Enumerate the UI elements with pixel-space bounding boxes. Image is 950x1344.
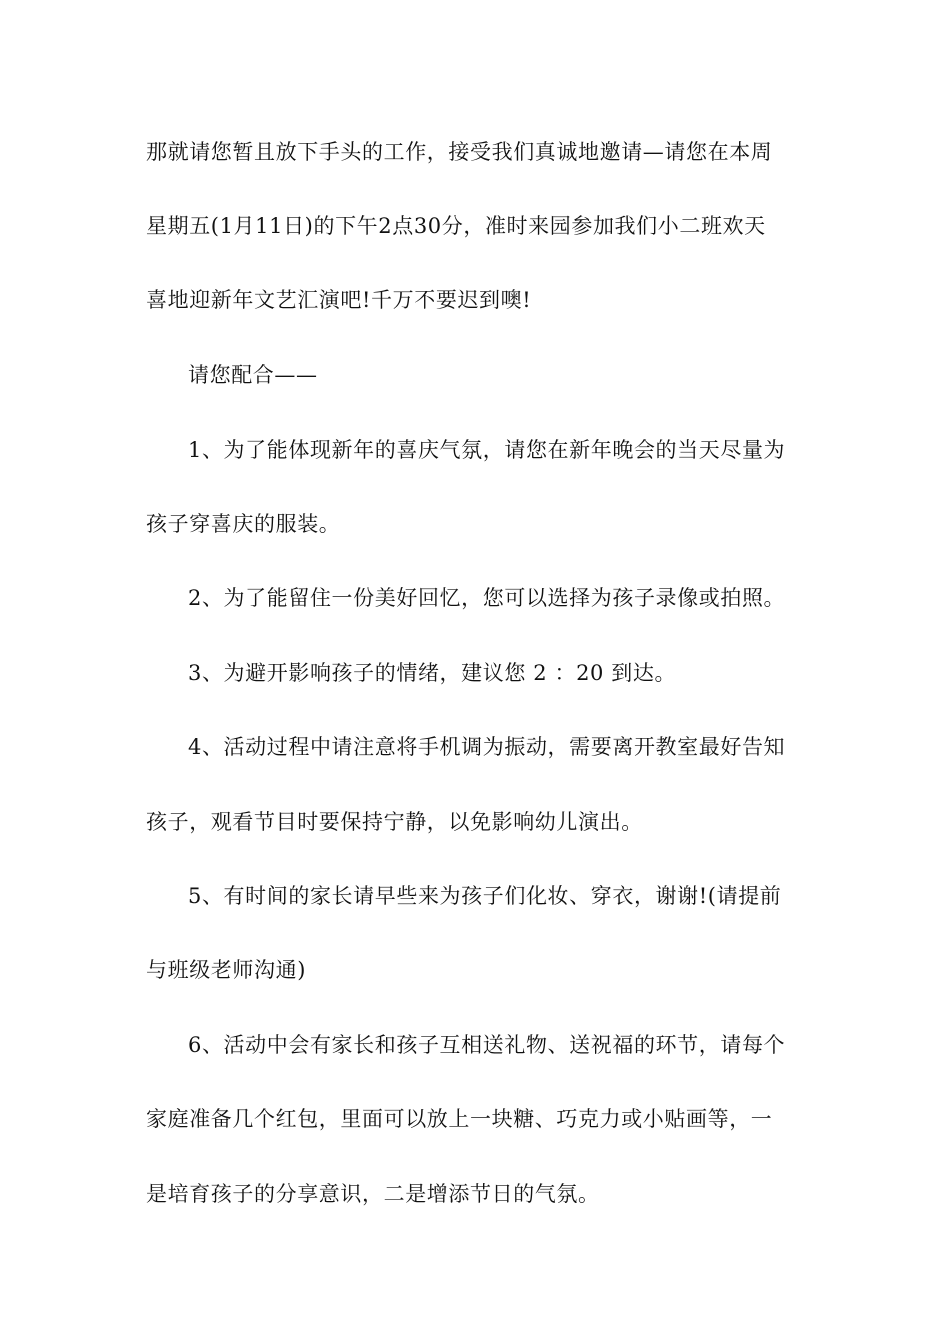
list-item-5-continued: 与班级老师沟通) xyxy=(146,958,306,982)
list-item-2: 2、为了能留住一份美好回忆，您可以选择为孩子录像或拍照。 xyxy=(188,586,786,610)
section-heading: 请您配合—— xyxy=(188,363,318,387)
list-item-5: 5、有时间的家长请早些来为孩子们化妆、穿衣，谢谢!(请提前 xyxy=(188,884,782,908)
list-item-4: 4、活动过程中请注意将手机调为振动，需要离开教室最好告知 xyxy=(188,735,786,759)
list-item-1-continued: 孩子穿喜庆的服装。 xyxy=(146,512,341,536)
paragraph-line: 喜地迎新年文艺汇演吧!千万不要迟到噢! xyxy=(146,288,532,312)
list-item-6-continued: 家庭准备几个红包，里面可以放上一块糖、巧克力或小贴画等，一 xyxy=(146,1107,773,1131)
paragraph-line: 那就请您暂且放下手头的工作，接受我们真诚地邀请—请您在本周 xyxy=(146,140,773,164)
paragraph-line: 星期五(1月11日)的下午2点30分，准时来园参加我们小二班欢天 xyxy=(146,214,766,238)
list-item-1: 1、为了能体现新年的喜庆气氛，请您在新年晚会的当天尽量为 xyxy=(188,438,786,462)
list-item-3: 3、为避开影响孩子的情绪，建议您 2 ：20 到达。 xyxy=(188,661,677,685)
list-item-4-continued: 孩子，观看节目时要保持宁静，以免影响幼儿演出。 xyxy=(146,810,643,834)
list-item-6: 6、活动中会有家长和孩子互相送礼物、送祝福的环节，请每个 xyxy=(188,1033,786,1057)
list-item-6-continued: 是培育孩子的分享意识，二是增添节日的气氛。 xyxy=(146,1182,600,1206)
